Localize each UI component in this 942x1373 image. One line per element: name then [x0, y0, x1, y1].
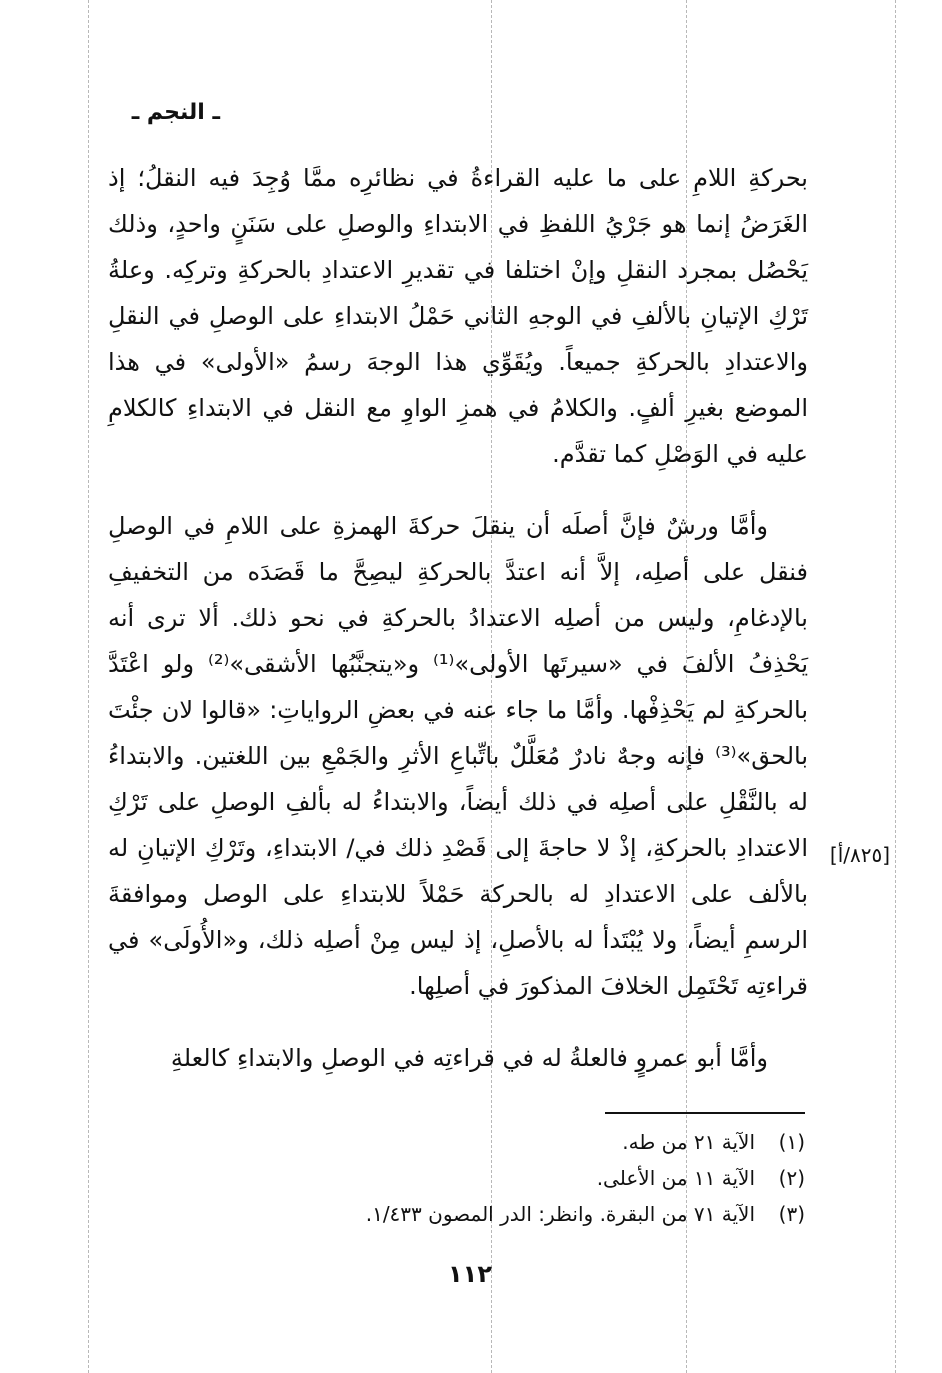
footnotes	[250, 1124, 805, 1232]
footnote-number: (١)	[778, 1130, 805, 1154]
footnote-item	[250, 1196, 805, 1232]
footnote-number: (٢)	[778, 1166, 805, 1190]
footnote-text: الآية ٢١ من طه.	[622, 1130, 755, 1154]
paragraph-2: وأمَّا ورشٌ فإنَّ أصلَه أن ينقلَ حركةَ الهمزةِ على اللامِ في الوصلِ فنقل على أصلِه، إلاَّ أنه اعتدَّ بالحركةِ ليصِحَّ ما قَصَدَه من التخفيفِ بالإدغامِ، وليس من أصلِه الاعتدادُ بالحركةِ في نحو ذلك. ألا ترى أنه يَحْذِفُ الألفَ في «سيرتَها الأولى»⁽¹⁾ و«يتجنَّبُها الأشقى»⁽²⁾ ولو اعْتَدَّ بالحركةِ لم يَحْذِفْها. وأمَّا ما جاء عنه في بعضِ الرواياتِ: «قالوا لان جئْتَ بالحق»⁽³⁾ فإنه وجهٌ نادرٌ مُعَلَّلٌ باتِّباعِ الأثرِ والجَمْعِ بين اللغتين. والابتداءُ له بالنَّقْلِ على أصلِه في ذلك أيضاً، والابتداءُ له بألفِ الوصلِ على تَرْكِ الاعتدادِ بالحركةِ، إذْ لا حاجةَ إلى قَصْدِ ذلك في/ الابتداءِ، وتَرْكِ الإتيانِ له بالألف على الاعتدادِ له بالحركة حَمْلاً للابتداءِ على الوصل وموافقةَ الرسمِ أيضاً، ولا يُبْتَدأ له بالأصلِ، إذ ليس مِنْ أصلِه ذلك، و«الأُولَى» في قراءتِه تَحْتَمِل الخلافَ المذكورَ في أصلِها.	[108, 512, 808, 1000]
footnote-item	[250, 1124, 805, 1160]
paragraph-3: وأمَّا أبو عمروٍ فالعلةُ له في قراءتِه في الوصلِ والابتداءِ كالعلةِ	[170, 1044, 768, 1072]
running-header: ـ النجم ـ	[131, 100, 220, 125]
footnote-text: الآية ١١ من الأعلى.	[596, 1166, 755, 1190]
folio-marginal-note: [٨٢٥/أ]	[829, 843, 891, 867]
footnote-number: (٣)	[778, 1202, 805, 1226]
footnote-item	[250, 1160, 805, 1196]
footnote-text: الآية ٧١ من البقرة. وانظر: الدر المصون ١/٤٣٣.	[365, 1202, 755, 1226]
paragraph-1: بحركةِ اللامِ على ما عليه القراءةُ في نظائرِه ممَّا وُجِدَ فيه النقلُ؛ إذ الغَرَضُ إنما هو جَرْيُ اللفظِ في الابتداءِ والوصلِ على سَنَنٍ واحدٍ، وذلك يَحْصُل بمجرد النقلِ وإنْ اختلفا في تقديرِ الاعتدادِ بالحركةِ وتركِه. وعلةُ تَرْكِ الإتيانِ بالألفِ في الوجهِ الثاني حَمْلُ الابتداءِ على الوصلِ في النقلِ والاعتدادِ بالحركةِ جميعاً. ويُقَوِّي هذا الوجهَ رسمُ «الأولى» في هذا الموضع بغيرِ ألفٍ. والكلامُ في همزِ الواوِ مع النقل في الابتداءِ كالكلامِ عليه في الوَصْلِ كما تقدَّم.	[108, 164, 808, 468]
main-text	[108, 155, 808, 1081]
scan-guide-line	[895, 0, 896, 1373]
page-number: ١١٢	[448, 1260, 492, 1288]
footnote-separator	[605, 1112, 805, 1114]
scan-guide-line	[88, 0, 89, 1373]
